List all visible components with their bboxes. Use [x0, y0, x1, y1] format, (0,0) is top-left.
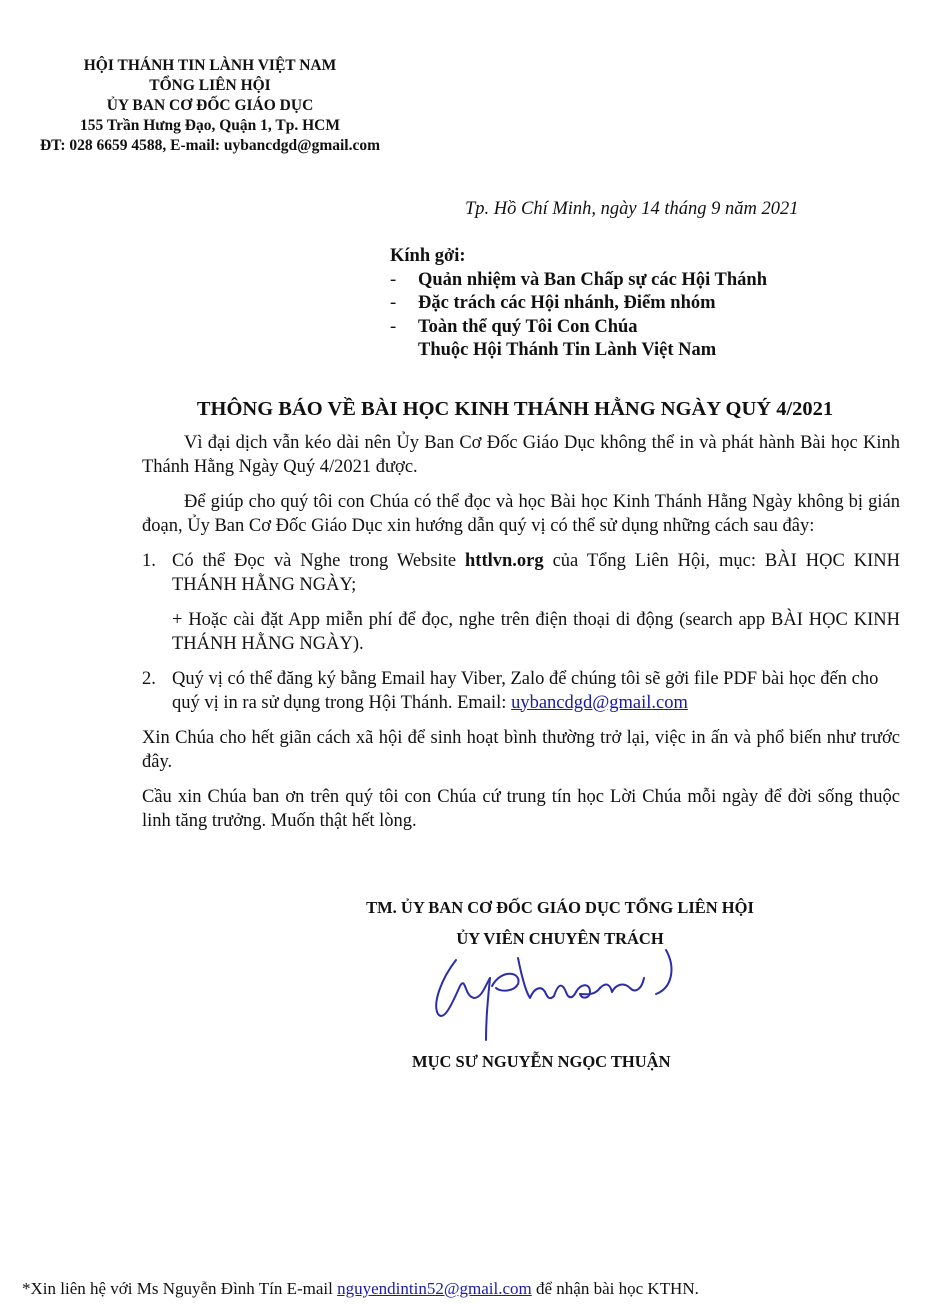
body-paragraph: Xin Chúa cho hết giãn cách xã hội để sinh hoạt bình thường trở lại, việc in ấn và phổ biến như trước đây. — [142, 728, 900, 772]
recipient-text: Quản nhiệm và Ban Chấp sự các Hội Thánh — [418, 269, 767, 290]
bullet-dash: - — [390, 269, 397, 290]
list-item-alt-text: + Hoặc cài đặt App miễn phí để đọc, nghe trên điện thoại di động (search app BÀI HỌC KINH THÁNH HẰNG NGÀY). — [172, 610, 900, 654]
bullet-dash: - — [390, 293, 397, 313]
body-paragraph: Vì đại dịch vẫn kéo dài nên Ủy Ban Cơ Đốc Giáo Dục không thể in và phát hành Bài học Kinh Thánh Hằng Ngày Quý 4/2021 được. — [142, 433, 900, 477]
bullet-dash: - — [390, 316, 397, 337]
signer-name: MỤC SƯ NGUYỄN NGỌC THUẬN — [412, 1052, 671, 1071]
letterhead-address: 155 Trần Hưng Đạo, Quận 1, Tp. HCM — [80, 117, 340, 134]
recipient-text: Đặc trách các Hội nhánh, Điểm nhóm — [418, 293, 716, 313]
website-link[interactable]: httlvn.org — [465, 551, 544, 571]
list-item-text-pre: Có thể Đọc và Nghe trong Website — [172, 551, 465, 571]
list-item-text-post: của Tổng Liên Hội, mục: BÀI HỌC KINH THÁNH HẰNG NGÀY; — [172, 551, 900, 595]
letterhead-committee: ỦY BAN CƠ ĐỐC GIÁO DỤC — [106, 97, 314, 114]
recipient-item — [390, 292, 767, 316]
recipients-block — [390, 245, 767, 363]
recipients-heading: Kính gởi: — [390, 246, 466, 266]
body-paragraph: Để giúp cho quý tôi con Chúa có thể đọc và học Bài học Kinh Thánh Hằng Ngày không bị gián đoạn, Ủy Ban Cơ Đốc Giáo Dục xin hướng dẫn quý vị có thể sử dụng những cách sau đây: — [142, 492, 900, 536]
letterhead — [0, 56, 420, 156]
list-item-text — [172, 550, 900, 597]
footer-text-post: để nhận bài học KTHN. — [531, 1279, 699, 1298]
document-date: Tp. Hồ Chí Minh, ngày 14 tháng 9 năm 2021 — [465, 199, 799, 219]
footer-email-link[interactable]: nguyendintin52@gmail.com — [337, 1279, 532, 1298]
list-item-text-pre: Quý vị có thể đăng ký bằng Email hay Viber, Zalo để chúng tôi sẽ gởi file PDF bài học đến cho quý vị in ra sử dụng trong Hội Thánh. Email: — [172, 669, 879, 713]
body-paragraph: Cầu xin Chúa ban ơn trên quý tôi con Chúa cứ trung tín học Lời Chúa mỗi ngày để đời sống thuộc linh tăng trưởng. Muốn thật hết lòng. — [142, 787, 900, 831]
list-number: 1. — [142, 551, 156, 571]
document-body — [142, 432, 900, 845]
recipient-text: Toàn thể quý Tôi Con Chúa — [418, 316, 638, 337]
handwritten-signature — [430, 948, 680, 1048]
letterhead-contact: ĐT: 028 6659 4588, E-mail: uybancdgd@gmail.com — [39, 137, 381, 154]
list-item-text — [172, 668, 900, 715]
signature-role: ỦY VIÊN CHUYÊN TRÁCH — [456, 929, 664, 948]
signature-org: TM. ỦY BAN CƠ ĐỐC GIÁO DỤC TỔNG LIÊN HỘI — [366, 898, 754, 917]
list-number: 2. — [142, 669, 156, 689]
letterhead-church: HỘI THÁNH TIN LÀNH VIỆT NAM — [83, 57, 337, 74]
document-title: THÔNG BÁO VỀ BÀI HỌC KINH THÁNH HẰNG NGÀY QUÝ 4/2021 — [196, 398, 834, 420]
recipient-item — [390, 269, 767, 293]
footer-text-pre: *Xin liên hệ với Ms Nguyễn Đình Tín E-mail — [22, 1279, 338, 1298]
list-item — [142, 668, 900, 715]
footer-note — [22, 1279, 699, 1299]
email-link[interactable]: uybancdgd@gmail.com — [511, 692, 688, 713]
letterhead-general-assembly: TỔNG LIÊN HỘI — [149, 77, 271, 94]
signature-block — [330, 892, 790, 954]
recipient-continuation: Thuộc Hội Thánh Tin Lành Việt Nam — [418, 340, 717, 360]
recipient-item — [390, 316, 767, 340]
list-item — [142, 550, 900, 656]
